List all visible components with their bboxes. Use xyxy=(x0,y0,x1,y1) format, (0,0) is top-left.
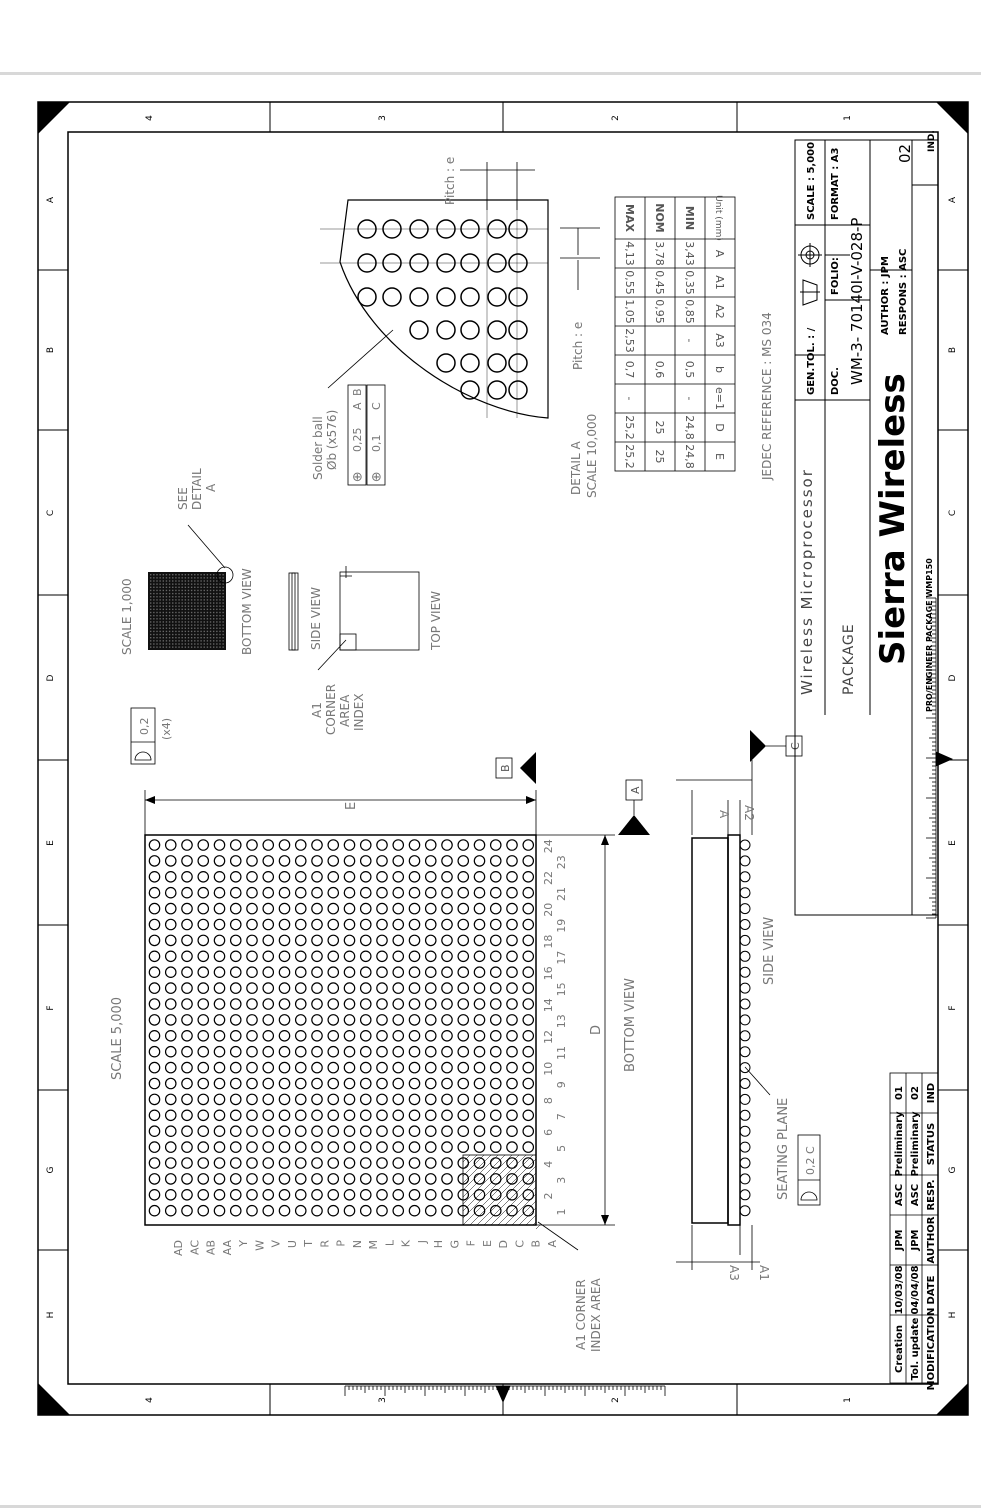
zone-label-left-B: B xyxy=(46,346,56,354)
zone-number-top-1: 1 xyxy=(843,115,853,121)
dim-table-cell: MAX xyxy=(623,204,636,232)
zone-number-top-4: 4 xyxy=(145,115,155,121)
col-label-17: 17 xyxy=(555,950,568,965)
zone-label-left-C: C xyxy=(46,509,56,517)
dim-label-A1: A1 xyxy=(757,1265,771,1281)
col-label-8: 8 xyxy=(542,1097,555,1105)
col-label-5: 5 xyxy=(555,1144,568,1152)
row-label-N: N xyxy=(350,1240,364,1249)
datum-C xyxy=(750,730,802,762)
svg-text:DETAIL: DETAIL xyxy=(190,468,204,510)
dim-table-cell: - xyxy=(683,396,696,401)
svg-text:B: B xyxy=(499,764,512,772)
zone-label-left-G: G xyxy=(46,1166,56,1174)
dim-table-cell: 0,5 xyxy=(683,360,696,379)
dim-table-cell: A2 xyxy=(713,304,726,319)
dim-table-cell: NOM xyxy=(653,203,666,233)
dim-table-cell: - xyxy=(623,396,636,401)
revision-cell: RESP. xyxy=(926,1179,937,1211)
dim-table-cell: 1,05 xyxy=(623,299,636,324)
dim-table-cell: 0,6 xyxy=(653,360,666,379)
svg-text:C: C xyxy=(370,402,383,410)
folio-label: FOLIO: xyxy=(830,257,841,295)
row-label-A: A xyxy=(545,1240,559,1248)
svg-text:0,1: 0,1 xyxy=(370,434,383,452)
revision-cell: 10/03/08 xyxy=(894,1265,905,1315)
label-seating-plane: SEATING PLANE xyxy=(776,1097,791,1200)
dim-table-cell: 24,8 xyxy=(683,444,696,469)
row-label-H: H xyxy=(432,1240,445,1249)
doc-label: DOC. xyxy=(830,367,841,395)
svg-text:SCALE 10,000: SCALE 10,000 xyxy=(585,413,599,498)
row-label-R: R xyxy=(318,1240,332,1248)
col-label-12: 12 xyxy=(542,1030,555,1044)
col-label-21: 21 xyxy=(555,887,568,901)
zone-labels xyxy=(46,115,958,1403)
row-label-K: K xyxy=(399,1240,413,1248)
revision-table xyxy=(890,1073,938,1390)
col-label-2: 2 xyxy=(542,1192,555,1200)
dim-table-cell: 0,45 xyxy=(653,270,666,295)
label-scale-small: SCALE 1,000 xyxy=(120,578,134,655)
zone-label-right-D: D xyxy=(948,674,958,682)
zone-label-left-D: D xyxy=(46,674,56,682)
sheet-frame xyxy=(38,102,968,1415)
zone-label-right-H: H xyxy=(948,1311,958,1319)
svg-text:0,2: 0,2 xyxy=(138,717,151,735)
dim-table-cell: 0,55 xyxy=(623,270,636,295)
row-label-AA: AA xyxy=(220,1240,234,1256)
tol-flatness-frame xyxy=(798,1135,820,1205)
svg-text:INDEX: INDEX xyxy=(352,693,366,731)
dim-table-cell: Unit (mm) xyxy=(713,195,723,241)
dim-table-cell: A1 xyxy=(713,275,726,290)
dim-table-cell: 25 xyxy=(653,449,666,464)
row-label-AB: AB xyxy=(204,1240,218,1256)
row-label-Y: Y xyxy=(237,1240,250,1247)
row-label-M: M xyxy=(367,1240,380,1250)
ball-col-labels xyxy=(542,839,568,1215)
zone-label-right-E: E xyxy=(948,840,958,846)
col-label-1: 1 xyxy=(555,1208,568,1216)
revision-cell: IND xyxy=(926,1082,937,1104)
label-jedec: JEDEC REFERENCE : MS 034 xyxy=(760,312,774,480)
dim-table-cell: 25,2 xyxy=(623,444,636,469)
label-small-side-view: SIDE VIEW xyxy=(309,587,323,650)
svg-text:A: A xyxy=(204,483,218,492)
datum-B xyxy=(496,752,536,784)
label-pitch-top: Pitch : e xyxy=(443,156,457,205)
svg-text:0,2 C: 0,2 C xyxy=(804,1146,817,1175)
revision-cell: Tol. update xyxy=(910,1317,921,1381)
col-label-7: 7 xyxy=(555,1113,568,1121)
index-label: IND. xyxy=(927,130,937,152)
svg-text:INDEX AREA: INDEX AREA xyxy=(589,1278,603,1352)
svg-text:Solder ball: Solder ball xyxy=(311,416,325,480)
col-label-24: 24 xyxy=(542,839,555,854)
label-solder-ball xyxy=(311,410,339,480)
revision-cell: 02 xyxy=(910,1086,921,1100)
label-main-side-view: SIDE VIEW xyxy=(762,916,777,985)
ball-row-labels xyxy=(172,1239,559,1256)
col-label-13: 13 xyxy=(555,1014,568,1029)
zone-label-right-B: B xyxy=(948,346,958,354)
label-small-bottom-view: BOTTOM VIEW xyxy=(240,568,254,655)
dim-table-cell: e=1 xyxy=(713,387,726,410)
doc-number: WM-3- 70140I-V-028-P xyxy=(848,217,866,385)
label-pitch-bottom: Pitch : e xyxy=(571,321,585,370)
row-label-U: U xyxy=(285,1240,299,1249)
dim-table-cell: - xyxy=(683,338,696,343)
small-side-view xyxy=(289,573,298,650)
revision-cell: ASC xyxy=(894,1183,905,1207)
title-block-footer: PRO/ENGINEER PACKAGE WMP150 xyxy=(925,558,934,712)
revision-cell: Preliminary xyxy=(894,1111,905,1177)
zone-label-left-F: F xyxy=(46,1005,56,1011)
col-label-22: 22 xyxy=(542,871,555,885)
zone-label-right-C: C xyxy=(948,509,958,517)
col-label-23: 23 xyxy=(555,855,568,870)
index-value: 02 xyxy=(896,143,914,163)
revision-cell: ASC xyxy=(910,1183,921,1207)
rulers xyxy=(345,598,952,1402)
dim-table-cell: A xyxy=(713,249,726,258)
revision-cell: Creation xyxy=(894,1325,905,1373)
row-label-D: D xyxy=(497,1240,510,1249)
row-label-F: F xyxy=(464,1240,478,1247)
row-label-T: T xyxy=(302,1240,315,1247)
svg-text:B: B xyxy=(351,388,364,396)
zone-label-right-G: G xyxy=(948,1166,958,1174)
label-a1-corner-small xyxy=(310,684,366,735)
svg-text:DETAIL A: DETAIL A xyxy=(569,441,583,495)
respons: RESPONS : ASC xyxy=(898,248,909,335)
dim-table-cell: 25,2 xyxy=(623,415,636,440)
svg-text:C: C xyxy=(789,742,802,750)
main-bottom-view xyxy=(145,835,578,1250)
zone-label-left-H: H xyxy=(46,1311,56,1319)
row-label-B: B xyxy=(529,1240,543,1248)
revision-cell: 04/04/08 xyxy=(910,1265,921,1315)
small-top-view xyxy=(318,566,419,670)
revision-cell: Preliminary xyxy=(910,1111,921,1177)
dim-table-cell: 0,95 xyxy=(653,299,666,324)
zone-number-bottom-3: 3 xyxy=(378,1397,388,1403)
dim-table-cell: MIN xyxy=(683,205,696,231)
revision-cell: STATUS xyxy=(926,1122,937,1166)
svg-text:0,25: 0,25 xyxy=(351,427,364,452)
dim-table-cell: 3,43 xyxy=(683,241,696,266)
revision-cell: JPM xyxy=(894,1229,905,1251)
label-scale-main: SCALE 5,000 xyxy=(110,996,125,1080)
svg-text:A1 CORNER: A1 CORNER xyxy=(574,1279,588,1350)
svg-text:SEE: SEE xyxy=(176,487,190,510)
row-label-AC: AC xyxy=(188,1240,202,1256)
svg-text:A1: A1 xyxy=(310,702,324,718)
zone-number-bottom-1: 1 xyxy=(843,1397,853,1403)
corner-marks xyxy=(38,102,968,1415)
author: AUTHOR : JPM xyxy=(880,256,891,335)
title-block-text xyxy=(798,130,937,712)
svg-text:Øb (x576): Øb (x576) xyxy=(325,409,339,470)
dimension-table xyxy=(615,195,735,471)
revision-cell: 01 xyxy=(894,1086,905,1100)
col-label-14: 14 xyxy=(542,998,555,1013)
dim-table-cell: A3 xyxy=(713,333,726,348)
row-label-P: P xyxy=(334,1240,348,1247)
row-label-G: G xyxy=(448,1240,462,1249)
dim-table-cell: 2,53 xyxy=(623,328,636,353)
dim-label-E: E xyxy=(344,801,359,810)
detail-a-view xyxy=(320,162,600,418)
dim-table-cell: E xyxy=(713,453,726,460)
title-block xyxy=(795,140,938,915)
zone-number-bottom-4: 4 xyxy=(145,1397,155,1403)
projection-symbol xyxy=(798,243,822,305)
revision-cell: DATE xyxy=(926,1275,937,1305)
small-bottom-view xyxy=(148,525,233,650)
svg-text:A: A xyxy=(351,402,364,410)
col-label-20: 20 xyxy=(542,902,555,917)
zone-ticks xyxy=(38,102,968,1415)
dim-table-cell: D xyxy=(713,423,726,432)
col-label-4: 4 xyxy=(542,1160,555,1168)
dim-table-cell: b xyxy=(713,366,726,373)
col-label-10: 10 xyxy=(542,1061,555,1076)
revision-cell: AUTHOR xyxy=(926,1216,937,1264)
dim-label-D: D xyxy=(589,1024,604,1035)
label-detail-a xyxy=(569,414,599,498)
svg-text:AREA: AREA xyxy=(338,694,352,727)
zone-number-top-3: 3 xyxy=(378,115,388,121)
main-side-view xyxy=(676,760,770,1270)
company-name: Sierra Wireless xyxy=(873,373,913,665)
row-label-W: W xyxy=(253,1240,267,1251)
datum-A xyxy=(618,780,650,835)
label-a1-corner-main xyxy=(574,1277,603,1352)
dim-label-A: A xyxy=(717,810,731,819)
revision-cell: JPM xyxy=(910,1229,921,1251)
svg-text:⊕: ⊕ xyxy=(352,470,363,485)
scale: SCALE : 5,000 xyxy=(806,141,817,220)
col-label-18: 18 xyxy=(542,934,555,949)
dim-table-cell: 0,7 xyxy=(623,360,636,379)
svg-text:A: A xyxy=(629,786,642,794)
tol-position-frame xyxy=(348,385,385,485)
zone-label-right-A: A xyxy=(948,196,958,204)
dim-table-cell: 3,78 xyxy=(653,241,666,266)
gen-tol: GEN.TOL. : / xyxy=(806,327,817,395)
dim-table-cell: 4,13 xyxy=(623,241,636,266)
row-label-L: L xyxy=(383,1240,397,1247)
dim-label-A2: A2 xyxy=(742,805,756,821)
row-label-E: E xyxy=(480,1240,494,1247)
zone-number-top-2: 2 xyxy=(611,115,621,121)
label-see-detail xyxy=(176,468,218,510)
col-label-15: 15 xyxy=(555,982,568,997)
col-label-19: 19 xyxy=(555,918,568,933)
dim-table-cell: 25 xyxy=(653,420,666,435)
tol-parallel-frame xyxy=(131,708,173,764)
row-label-C: C xyxy=(513,1240,527,1248)
row-label-J: J xyxy=(415,1240,429,1244)
dim-label-A3: A3 xyxy=(727,1265,741,1281)
revision-cell: MODIFICATION xyxy=(926,1307,937,1391)
col-label-3: 3 xyxy=(555,1176,568,1184)
row-label-AD: AD xyxy=(172,1240,185,1256)
zone-label-left-E: E xyxy=(46,840,56,846)
col-label-6: 6 xyxy=(542,1128,555,1136)
svg-text:CORNER: CORNER xyxy=(324,683,338,735)
label-small-top-view: TOP VIEW xyxy=(429,590,443,650)
zone-label-left-A: A xyxy=(46,196,56,204)
col-label-16: 16 xyxy=(542,966,555,981)
drawing-subtitle: PACKAGE xyxy=(841,623,857,695)
dim-table-cell: 0,35 xyxy=(683,270,696,295)
zone-number-bottom-2: 2 xyxy=(611,1397,621,1403)
col-label-9: 9 xyxy=(555,1081,568,1089)
col-label-11: 11 xyxy=(555,1046,568,1060)
svg-text:(x4): (x4) xyxy=(160,717,173,740)
label-main-bottom-view: BOTTOM VIEW xyxy=(623,978,638,1072)
zone-label-right-F: F xyxy=(948,1005,958,1011)
format: FORMAT : A3 xyxy=(830,147,841,220)
drawing-title: Wireless Microprocessor xyxy=(798,468,816,695)
dim-table-cell: 0,85 xyxy=(683,299,696,324)
row-label-V: V xyxy=(269,1240,283,1248)
dim-table-cell: 24,8 xyxy=(683,415,696,440)
svg-text:⊕: ⊕ xyxy=(371,470,382,485)
